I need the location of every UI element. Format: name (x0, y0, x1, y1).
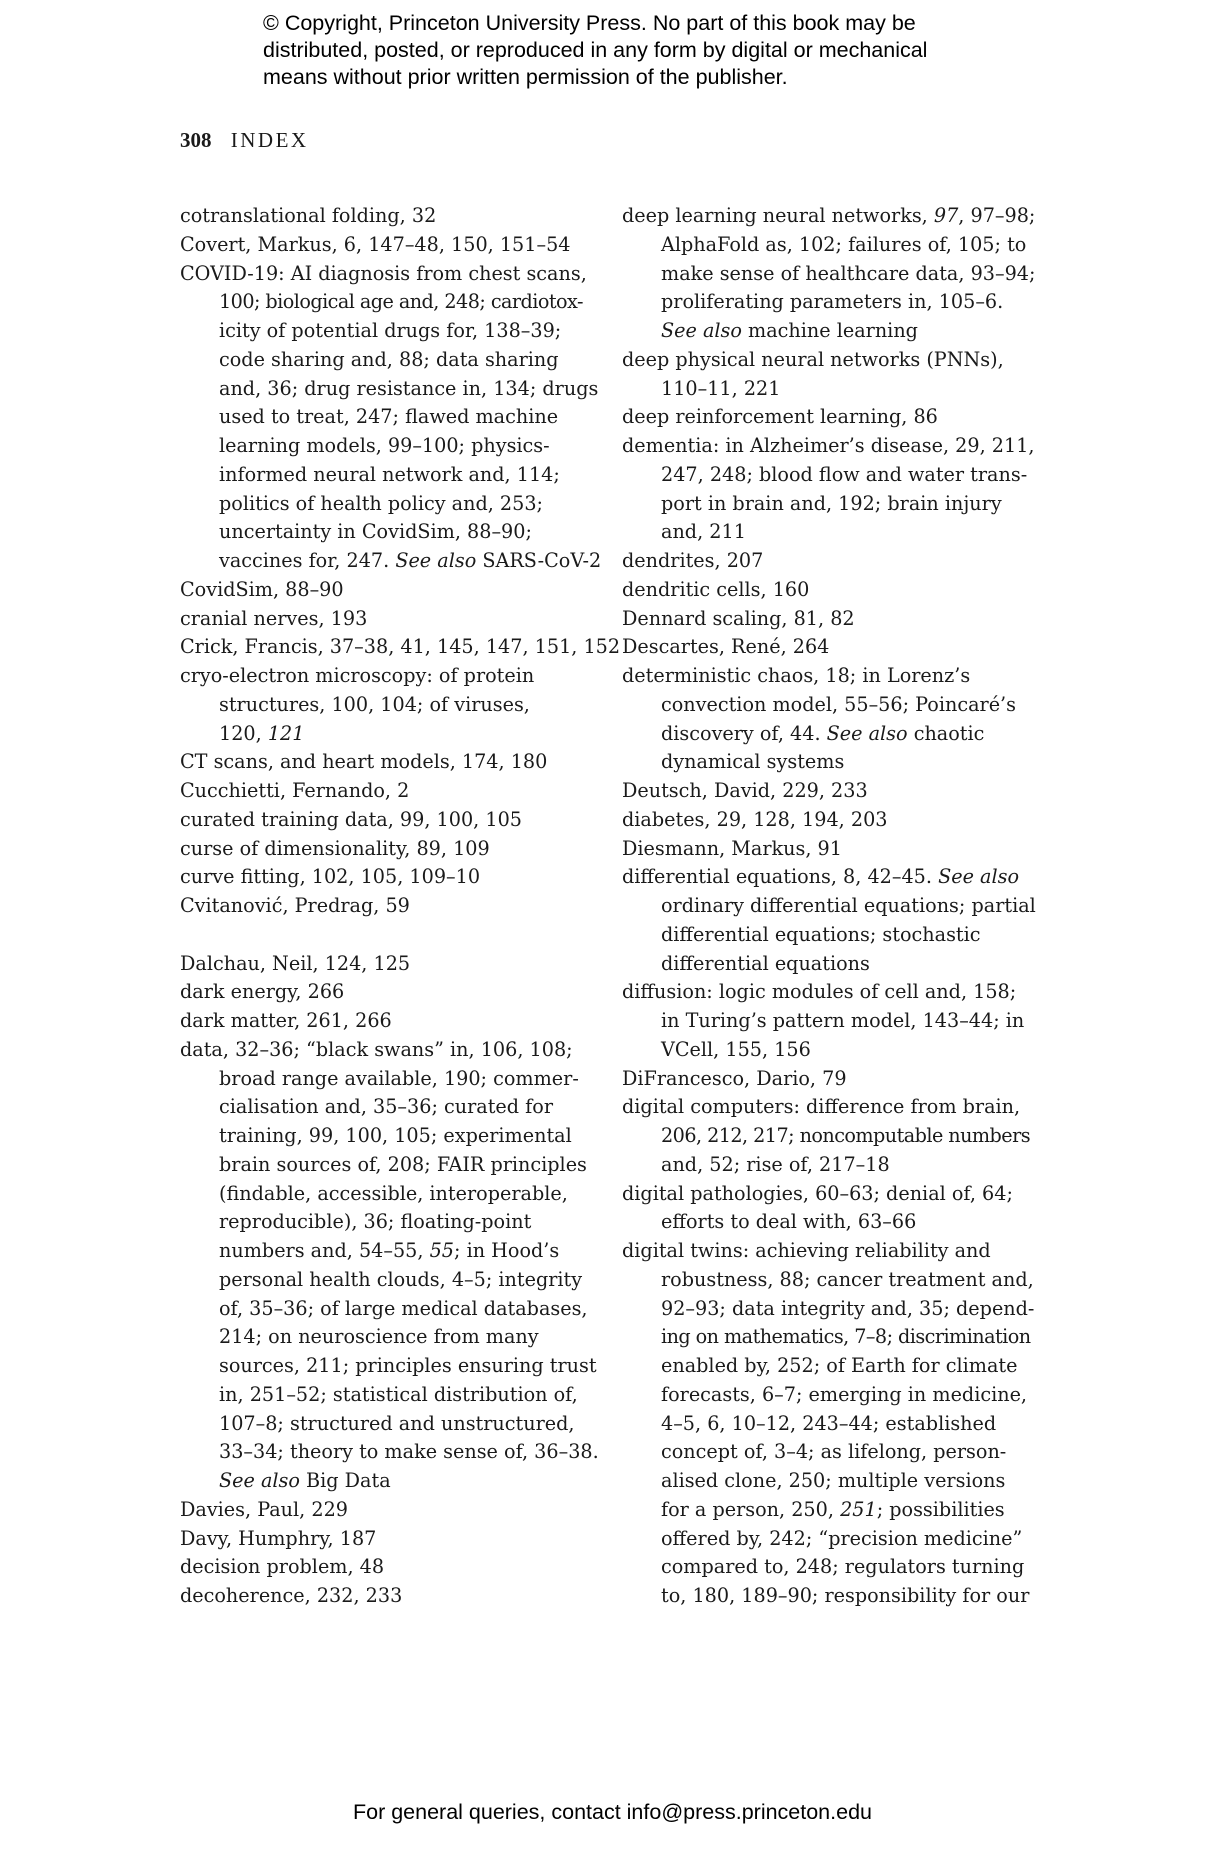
index-entry (622, 432, 1042, 547)
index-entry (622, 863, 1042, 978)
entry-text: deep physical neural networks (PNNs), (622, 347, 1004, 371)
section-title: INDEX (230, 128, 309, 152)
entry-text: digital twins: achieving reliability and (622, 1239, 991, 1262)
index-entry-subline (622, 748, 1042, 777)
entry-text: forecasts, 6–7; emerging in medicine, (661, 1382, 1028, 1406)
running-head (180, 126, 309, 154)
index-entry-line (180, 748, 600, 777)
index-entry (622, 576, 1042, 605)
entry-text: Davies, Paul, 229 (180, 1497, 349, 1521)
index-entry-subline (622, 1553, 1042, 1582)
entry-text: enabled by, 252; of Earth for climate (661, 1354, 1018, 1377)
entry-text: reproducible), 36; floating-point (219, 1210, 532, 1234)
italic-text: See also (395, 549, 477, 572)
index-entry-subline (622, 1410, 1042, 1439)
entry-text: CT scans, and heart models, 174, 180 (180, 750, 548, 774)
copyright-line: © Copyright, Princeton University Press. No part of this book may be (263, 11, 916, 35)
index-entry (180, 777, 600, 806)
index-entry-line (622, 605, 1042, 634)
entry-text: curse of dimensionality, 89, 109 (180, 836, 490, 860)
index-entry (622, 835, 1042, 864)
entry-text: chaotic (907, 721, 985, 745)
index-entry-line (180, 1553, 600, 1582)
index-entry-subline (180, 1381, 600, 1410)
index-entry-line (180, 605, 600, 634)
entry-text: for a person, 250, (661, 1497, 841, 1521)
entry-text: Big Data (299, 1469, 391, 1492)
entry-text: dark matter, 261, 266 (180, 1009, 392, 1032)
index-entry-subline (180, 547, 600, 576)
entry-text: offered by, 242; “precision medicine” (661, 1526, 1023, 1550)
index-entry-subline (622, 1208, 1042, 1237)
index-entry-line (622, 863, 1042, 892)
entry-text: Crick, Francis, 37–38, 41, 145, 147, 151, 152 (180, 635, 621, 659)
entry-text: discovery of, 44. (661, 721, 827, 745)
entry-text: Davy, Humphry, 187 (180, 1526, 377, 1550)
index-entry (180, 662, 600, 748)
italic-text: 121 (267, 721, 305, 745)
entry-text: concept of, 3–4; as lifelong, person- (661, 1440, 1007, 1464)
copyright-line: means without prior written permission of the publisher. (263, 65, 788, 89)
entry-text: vaccines for, 247. (219, 549, 396, 572)
entry-text: curve fitting, 102, 105, 109–10 (180, 865, 481, 889)
index-entry-subline (622, 317, 1042, 346)
page-number: 308 (180, 128, 212, 152)
index-entry (622, 806, 1042, 835)
entry-text: efforts to deal with, 63–66 (661, 1210, 917, 1234)
entry-text: ordinary differential equations; partial (661, 894, 1036, 917)
entry-text: learning models, 99–100; physics- (219, 434, 550, 457)
entry-text: politics of health policy and, 253; (219, 491, 544, 515)
entry-text: curated training data, 99, 100, 105 (180, 807, 522, 831)
index-entry-line (180, 576, 600, 605)
entry-text: decision problem, 48 (180, 1555, 385, 1579)
entry-text: and, 52; rise of, 217–18 (661, 1152, 890, 1176)
entry-text: Dalchau, Neil, 124, 125 (180, 951, 411, 975)
index-entry (180, 202, 600, 231)
entry-text: AlphaFold as, 102; failures of, 105; to (661, 232, 1027, 256)
entry-text: differential equations, 8, 42–45. (622, 865, 939, 889)
entry-text: port in brain and, 192; brain injury (661, 491, 1002, 515)
entry-text: make sense of healthcare data, 93–94; (661, 261, 1036, 285)
index-entry-line (622, 777, 1042, 806)
index-entry-line (180, 1496, 600, 1525)
index-entry-line (622, 835, 1042, 864)
index-entry (180, 1525, 600, 1554)
index-entry-line (180, 1582, 600, 1611)
index-entry-subline (180, 1323, 600, 1352)
index-entry-subline (622, 720, 1042, 749)
index-entry-subline (622, 950, 1042, 979)
entry-text: to, 180, 189–90; responsibility for our (661, 1584, 1030, 1607)
index-entry-subline (622, 260, 1042, 289)
entry-text: uncertainty in CovidSim, 88–90; (219, 520, 532, 544)
index-entry-subline (180, 720, 600, 749)
index-entry (622, 403, 1042, 432)
italic-text: See also (219, 1469, 300, 1492)
index-entry-subline (622, 1381, 1042, 1410)
italic-text: See also (826, 721, 908, 745)
entry-text: Descartes, René, 264 (622, 635, 830, 659)
index-entry (622, 605, 1042, 634)
entry-text: Diesmann, Markus, 91 (622, 836, 842, 860)
entry-text: brain sources of, 208; FAIR principles (219, 1152, 587, 1176)
index-entry-line (180, 633, 621, 662)
index-entry (622, 1093, 1042, 1179)
entry-text: data, 32–36; “black swans” in, 106, 108; (180, 1037, 573, 1061)
index-entry-line (180, 662, 600, 691)
letter-group-gap (180, 921, 600, 950)
index-entry (180, 748, 600, 777)
entry-text: COVID-19: AI diagnosis from chest scans, (180, 261, 587, 285)
entry-text: VCell, 155, 156 (661, 1037, 811, 1061)
entry-text: numbers and, 54–55, (219, 1239, 430, 1262)
index-entry-line (180, 806, 600, 835)
entry-text: compared to, 248; regulators turning (661, 1555, 1025, 1579)
entry-text: SARS-CoV-2 (476, 549, 602, 572)
italic-text: 55 (429, 1239, 454, 1262)
index-entry-subline (180, 1122, 600, 1151)
index-entry (180, 605, 600, 634)
entry-text: dark energy, 266 (180, 980, 345, 1004)
entry-text: cotranslational folding, 32 (180, 204, 437, 227)
entry-text: 120, (219, 721, 268, 745)
index-entry-subline (622, 490, 1042, 519)
entry-text: cialisation and, 35–36; curated for (219, 1095, 553, 1119)
entry-text: ing on mathematics, 7–8; discrimination (661, 1325, 1031, 1349)
index-entry (180, 978, 600, 1007)
index-entry-subline (622, 518, 1042, 547)
index-entry-line (622, 1237, 1042, 1266)
index-entry-subline (622, 1525, 1042, 1554)
index-entry (180, 835, 600, 864)
italic-text: See also (938, 865, 1020, 889)
index-entry-subline (180, 1208, 600, 1237)
entry-text: and, 211 (661, 520, 746, 544)
index-entry-subline (180, 1151, 600, 1180)
entry-text: of, 35–36; of large medical databases, (219, 1296, 588, 1320)
index-entry-line (180, 202, 600, 231)
index-entry-subline (622, 1582, 1042, 1611)
entry-text: 247, 248; blood flow and water trans- (661, 462, 1028, 486)
index-entry-subline (180, 288, 600, 317)
index-entry-line (180, 231, 600, 260)
index-entry-line (180, 950, 600, 979)
index-entry-line (180, 260, 600, 289)
index-entry-subline (180, 691, 600, 720)
index-entry-subline (622, 691, 1042, 720)
entry-text: cranial nerves, 193 (180, 606, 368, 630)
index-entry-subline (180, 1180, 600, 1209)
index-entry-line (180, 835, 600, 864)
entry-text: deterministic chaos, 18; in Lorenz’s (622, 664, 971, 687)
index-entry-subline (180, 317, 600, 346)
index-entry-line (622, 806, 1042, 835)
index-entry-subline (180, 1467, 600, 1496)
entry-text: 4–5, 6, 10–12, 243–44; established (661, 1411, 997, 1435)
entry-text: DiFrancesco, Dario, 79 (622, 1066, 847, 1090)
index-entry-line (180, 1036, 600, 1065)
entry-text: 33–34; theory to make sense of, 36–38. (219, 1440, 599, 1464)
entry-text: 100; biological age and, 248; cardiotox- (219, 290, 583, 314)
entry-text: dynamical systems (661, 750, 845, 774)
index-entry (180, 863, 600, 892)
entry-text: digital pathologies, 60–63; denial of, 64; (622, 1181, 1013, 1205)
index-entry (180, 1553, 600, 1582)
index-entry-line (622, 1180, 1042, 1209)
entry-text: deep learning neural networks, (622, 204, 934, 227)
entry-text: machine learning (741, 319, 918, 342)
entry-text: digital computers: difference from brain, (622, 1095, 1021, 1119)
entry-text: broad range available, 190; commer- (219, 1066, 579, 1090)
entry-text: ; possibilities (876, 1497, 1005, 1521)
index-entry (180, 260, 600, 576)
entry-text: Dennard scaling, 81, 82 (622, 606, 855, 630)
entry-text: diffusion: logic modules of cell and, 158; (622, 980, 1017, 1004)
index-entry (622, 633, 1042, 662)
index-entry-subline (180, 403, 600, 432)
index-entry-line (180, 1007, 600, 1036)
entry-text: ; in Hood’s (454, 1239, 560, 1262)
index-entry-line (622, 576, 1042, 605)
index-entry-subline (622, 231, 1042, 260)
index-entry (622, 777, 1042, 806)
index-entry-line (622, 662, 1042, 691)
entry-text: training, 99, 100, 105; experimental (219, 1124, 572, 1147)
index-entry-subline (180, 1410, 600, 1439)
index-entry-subline (180, 432, 600, 461)
entry-text: dementia: in Alzheimer’s disease, 29, 211, (622, 434, 1035, 457)
index-entry (180, 633, 621, 662)
italic-text: 251 (840, 1497, 877, 1521)
index-entry-subline (622, 1295, 1042, 1324)
index-entry (622, 346, 1042, 404)
index-column-right (622, 202, 1042, 1611)
entry-text: dendritic cells, 160 (622, 577, 810, 601)
entry-text: 92–93; data integrity and, 35; depend- (661, 1296, 1035, 1320)
index-entry-line (622, 432, 1042, 461)
index-column-left (180, 202, 621, 1611)
index-entry-subline (180, 1295, 600, 1324)
index-entry (622, 547, 1042, 576)
index-entry-subline (622, 288, 1042, 317)
index-entry-subline (180, 490, 600, 519)
index-entry-subline (622, 1266, 1042, 1295)
entry-text: 214; on neuroscience from many (219, 1325, 539, 1349)
index-entry-subline (180, 375, 600, 404)
entry-text: sources, 211; principles ensuring trust (219, 1354, 597, 1377)
index-entry (180, 950, 600, 979)
index-entry-line (622, 547, 1042, 576)
index-entry-subline (622, 1122, 1042, 1151)
index-entry-line (622, 1065, 1042, 1094)
index-entry (180, 1036, 600, 1496)
index-entry (180, 1007, 600, 1036)
index-entry-line (180, 1525, 600, 1554)
entry-text: 206, 212, 217; noncomputable numbers (661, 1124, 1031, 1147)
entry-text: convection model, 55–56; Poincaré’s (661, 692, 1016, 716)
index-entry-subline (180, 1065, 600, 1094)
index-entry-subline (180, 518, 600, 547)
index-entry-line (180, 892, 600, 921)
index-entry-subline (180, 1266, 600, 1295)
index-entry-subline (622, 921, 1042, 950)
entry-text: in, 251–52; statistical distribution of, (219, 1382, 578, 1406)
italic-text: See also (661, 319, 742, 342)
entry-text: and, 36; drug resistance in, 134; drugs (219, 376, 599, 400)
copyright-notice (263, 10, 1023, 91)
index-entry (180, 576, 600, 605)
index-entry-subline (622, 892, 1042, 921)
index-entry-line (622, 403, 1042, 432)
index-entry-subline (180, 1237, 600, 1266)
entry-text: CovidSim, 88–90 (180, 577, 344, 601)
index-entry (622, 1180, 1042, 1238)
index-entry (622, 662, 1042, 777)
index-entry-line (622, 1093, 1042, 1122)
entry-text: Deutsch, David, 229, 233 (622, 779, 868, 802)
entry-text: used to treat, 247; flawed machine (219, 405, 559, 429)
index-entry (180, 1496, 600, 1525)
entry-text: 110–11, 221 (661, 376, 781, 400)
index-entry-line (180, 777, 600, 806)
index-entry-subline (622, 461, 1042, 490)
index-entry-line (180, 863, 600, 892)
index-entry-subline (622, 375, 1042, 404)
index-entry (180, 1582, 600, 1611)
index-entry (622, 202, 1042, 346)
entry-text: code sharing and, 88; data sharing (219, 347, 559, 371)
entry-text: decoherence, 232, 233 (180, 1584, 403, 1607)
entry-text: dendrites, 207 (622, 549, 764, 572)
entry-text: Cvitanović, Predrag, 59 (180, 894, 410, 917)
index-entry-subline (622, 1438, 1042, 1467)
entry-text: cryo-electron microscopy: of protein (180, 664, 535, 687)
index-entry-subline (622, 1036, 1042, 1065)
index-entry (180, 892, 600, 921)
entry-text: proliferating parameters in, 105–6. (661, 290, 1004, 314)
index-entry-subline (622, 1496, 1042, 1525)
entry-text: , 97–98; (958, 204, 1036, 227)
entry-text: personal health clouds, 4–5; integrity (219, 1267, 583, 1291)
index-entry-subline (180, 346, 600, 375)
entry-text: alised clone, 250; multiple versions (661, 1469, 1006, 1492)
entry-text: 107–8; structured and unstructured, (219, 1411, 575, 1435)
index-entry-subline (622, 1352, 1042, 1381)
entry-text: Covert, Markus, 6, 147–48, 150, 151–54 (180, 232, 571, 256)
entry-text: deep reinforcement learning, 86 (622, 405, 938, 429)
entry-text: icity of potential drugs for, 138–39; (219, 319, 562, 342)
entry-text: (findable, accessible, interoperable, (219, 1181, 568, 1205)
entry-text: in Turing’s pattern model, 143–44; in (661, 1009, 1025, 1032)
index-entry-line (622, 978, 1042, 1007)
index-entry-subline (622, 1467, 1042, 1496)
italic-text: 97 (933, 204, 959, 227)
index-entry (180, 231, 600, 260)
index-entry (622, 1237, 1042, 1611)
index-entry-subline (180, 1438, 600, 1467)
entry-text: diabetes, 29, 128, 194, 203 (622, 807, 888, 831)
entry-text: informed neural network and, 114; (219, 462, 560, 486)
index-entry-line (622, 633, 1042, 662)
entry-text: differential equations (661, 951, 870, 975)
index-entry-subline (622, 1151, 1042, 1180)
index-entry (622, 1065, 1042, 1094)
footer-contact: For general queries, contact info@press.princeton.edu (352, 1800, 872, 1824)
entry-text: structures, 100, 104; of viruses, (219, 692, 530, 716)
index-entry-subline (622, 1007, 1042, 1036)
index-entry-line (622, 346, 1042, 375)
index-entry-line (622, 202, 1042, 231)
entry-text: differential equations; stochastic (661, 922, 981, 946)
entry-text: robustness, 88; cancer treatment and, (661, 1267, 1034, 1291)
copyright-line: distributed, posted, or reproduced in any form by digital or mechanical (263, 38, 928, 62)
index-entry-subline (180, 1352, 600, 1381)
index-entry-subline (180, 461, 600, 490)
entry-text: Cucchietti, Fernando, 2 (180, 779, 410, 802)
index-entry-line (180, 978, 600, 1007)
index-entry-subline (622, 1323, 1042, 1352)
index-entry (622, 978, 1042, 1064)
index-entry-subline (180, 1093, 600, 1122)
index-entry (180, 806, 600, 835)
